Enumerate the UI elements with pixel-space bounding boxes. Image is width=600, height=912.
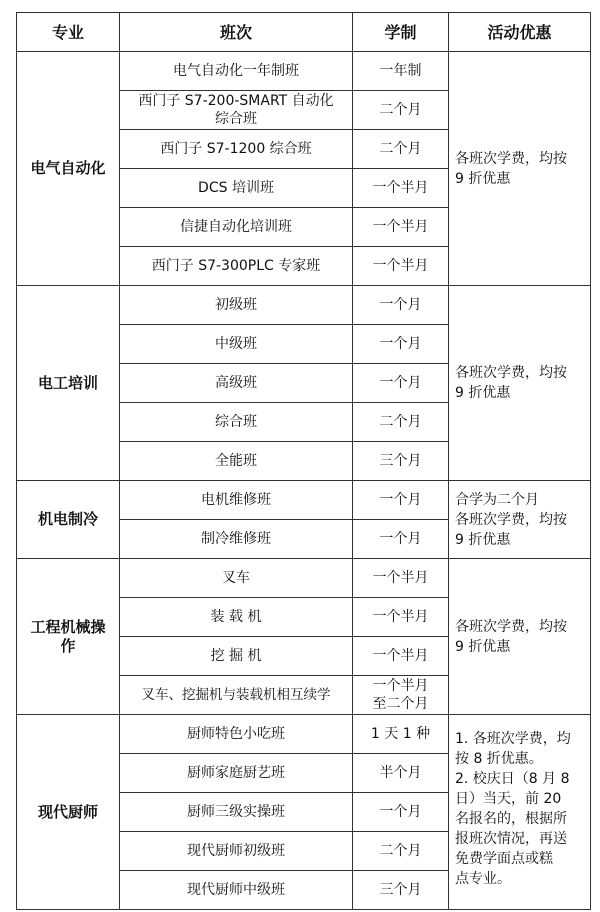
table-row <box>17 481 591 520</box>
class-cell: 厨师家庭厨艺班 <box>120 754 353 793</box>
duration-cell: 一年制 <box>353 52 449 91</box>
promo-line: 各班次学费，均按 <box>455 150 567 167</box>
class-cell: 现代厨师初级班 <box>120 832 353 871</box>
class-cell: 西门子 S7-1200 综合班 <box>120 130 353 169</box>
duration-cell: 二个月 <box>353 91 449 130</box>
duration-cell: 一个月 <box>353 481 449 520</box>
class-cell: 厨师三级实操班 <box>120 793 353 832</box>
promo-line: 各班次学费，均按 <box>455 618 567 635</box>
duration-cell: 一个半月 <box>353 559 449 598</box>
major-cell: 机电制冷 <box>17 481 120 559</box>
duration-cell: 二个月 <box>353 403 449 442</box>
class-cell: 初级班 <box>120 286 353 325</box>
duration-cell: 一个月 <box>353 793 449 832</box>
class-cell: 挖 掘 机 <box>120 637 353 676</box>
major-line: 作 <box>60 636 76 655</box>
duration-cell: 半个月 <box>353 754 449 793</box>
major-line: 工程机械操 <box>30 617 106 636</box>
promo-line: 9 折优惠 <box>455 531 511 548</box>
promo-line: 各班次学费，均按 <box>455 365 567 381</box>
promo-line: 9 折优惠 <box>455 170 511 187</box>
class-cell: 综合班 <box>120 403 353 442</box>
class-line: 西门子 S7-200-SMART 自动化 <box>138 93 334 109</box>
header-duration: 学制 <box>353 13 449 52</box>
table-row <box>17 715 591 754</box>
class-line: 综合班 <box>215 111 257 127</box>
duration-cell: 一个半月 <box>353 637 449 676</box>
promo-cell <box>449 481 591 559</box>
class-cell: 现代厨师中级班 <box>120 871 353 910</box>
promo-line: 日）当天，前 20 <box>455 791 562 807</box>
duration-cell <box>353 676 449 715</box>
major-cell: 电工培训 <box>17 286 120 481</box>
promo-line: 名报名的，根据所 <box>455 811 567 827</box>
class-cell <box>120 91 353 130</box>
table-row <box>17 52 591 91</box>
class-cell: 叉车 <box>120 559 353 598</box>
duration-line: 一个半月 <box>372 678 429 694</box>
duration-cell: 一个月 <box>353 520 449 559</box>
duration-cell: 一个月 <box>353 325 449 364</box>
class-cell: 电气自动化一年制班 <box>120 52 353 91</box>
promo-line: 免费学面点或糕 <box>455 851 553 867</box>
course-table <box>16 12 591 910</box>
promo-line: 9 折优惠 <box>455 638 511 655</box>
header-class: 班次 <box>120 13 353 52</box>
duration-cell: 三个月 <box>353 442 449 481</box>
duration-cell: 一个半月 <box>353 208 449 247</box>
class-cell: DCS 培训班 <box>120 169 353 208</box>
promo-line: 1. 各班次学费，均 <box>455 731 571 747</box>
class-cell: 信捷自动化培训班 <box>120 208 353 247</box>
class-cell: 全能班 <box>120 442 353 481</box>
major-cell <box>17 559 120 715</box>
duration-cell: 二个月 <box>353 832 449 871</box>
duration-cell: 二个月 <box>353 130 449 169</box>
promo-cell <box>449 715 591 910</box>
class-cell: 厨师特色小吃班 <box>120 715 353 754</box>
header-major: 专业 <box>17 13 120 52</box>
header-row <box>17 13 591 52</box>
promo-line: 点专业。 <box>455 871 511 887</box>
duration-cell: 一个半月 <box>353 598 449 637</box>
duration-cell: 一个半月 <box>353 169 449 208</box>
class-cell: 装 载 机 <box>120 598 353 637</box>
table-row <box>17 559 591 598</box>
duration-cell: 一个月 <box>353 364 449 403</box>
promo-cell <box>449 286 591 481</box>
promo-line: 2. 校庆日（8 月 8 <box>455 771 570 787</box>
duration-cell: 一个半月 <box>353 247 449 286</box>
duration-cell: 一个月 <box>353 286 449 325</box>
promo-line: 合学为二个月 <box>455 491 539 508</box>
class-cell: 制冷维修班 <box>120 520 353 559</box>
promo-line: 按 8 折优惠。 <box>455 751 543 767</box>
class-cell: 高级班 <box>120 364 353 403</box>
class-cell: 西门子 S7-300PLC 专家班 <box>120 247 353 286</box>
duration-cell: 1 天 1 种 <box>353 715 449 754</box>
major-cell: 现代厨师 <box>17 715 120 910</box>
header-promo: 活动优惠 <box>449 13 591 52</box>
promo-line: 各班次学费，均按 <box>455 511 567 528</box>
promo-line: 报班次情况，再送 <box>455 831 567 847</box>
promo-cell <box>449 52 591 286</box>
class-cell: 叉车、挖掘机与装载机相互续学 <box>120 676 353 715</box>
duration-cell: 三个月 <box>353 871 449 910</box>
promo-cell <box>449 559 591 715</box>
class-cell: 中级班 <box>120 325 353 364</box>
class-cell: 电机维修班 <box>120 481 353 520</box>
major-cell: 电气自动化 <box>17 52 120 286</box>
duration-line: 至二个月 <box>372 696 429 712</box>
table-row <box>17 286 591 325</box>
promo-line: 9 折优惠 <box>455 385 511 401</box>
